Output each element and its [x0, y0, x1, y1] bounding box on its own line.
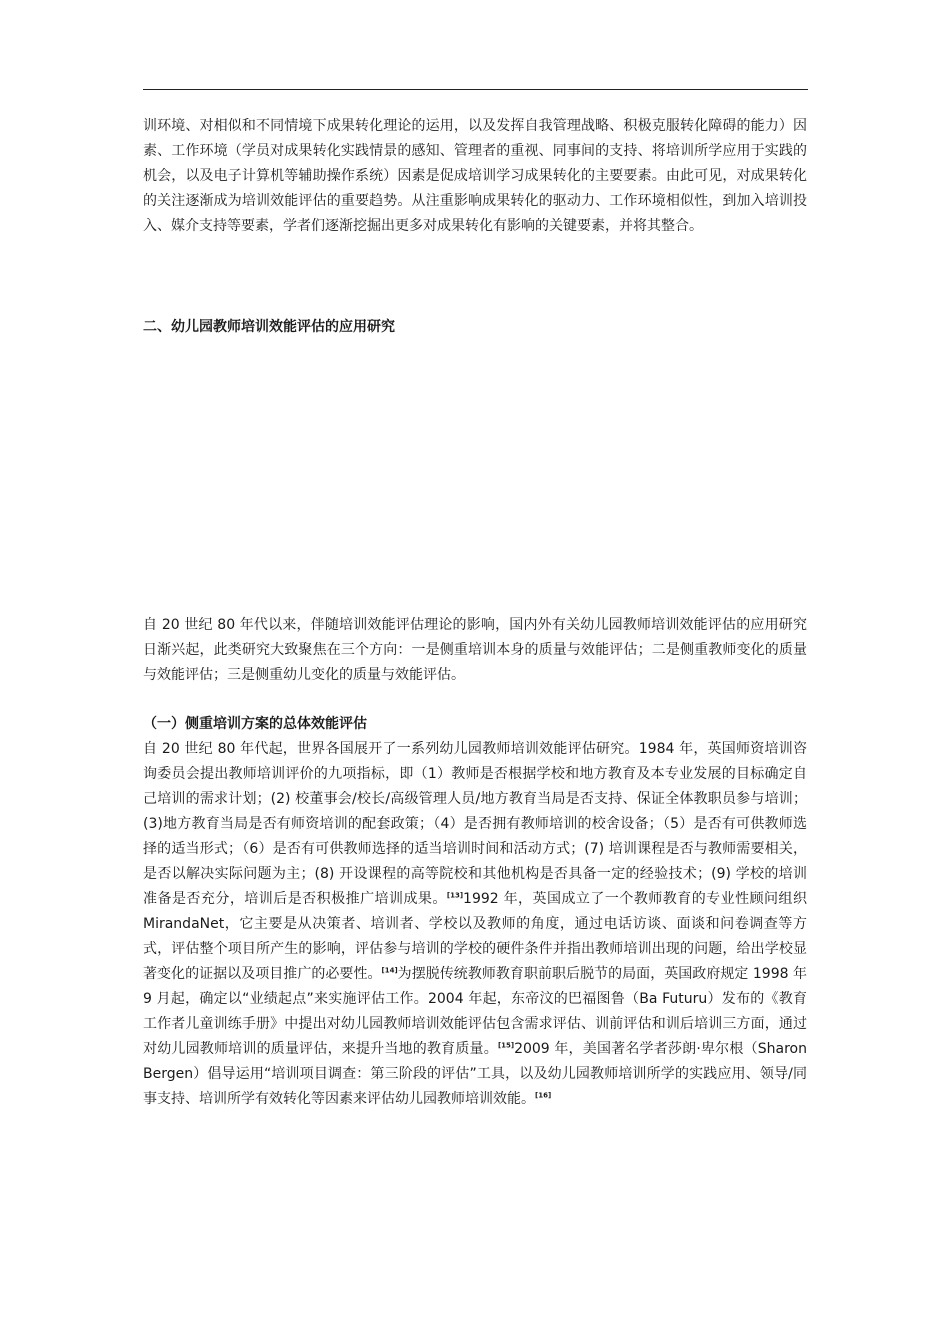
- header-rule: [143, 89, 808, 90]
- subsection-heading: （一）侧重培训方案的总体效能评估: [143, 716, 367, 732]
- citation-14[interactable]: [14]: [381, 966, 398, 975]
- text-segment: 2009 年，美国著名学者莎朗·卑尔根（Sharon Bergen）倡导运用“培训项目调查：第三阶段的评估”工具，以及幼儿园教师培训所学的实践应用、领导/同事支持、培训所学有效转化等因素来评估幼儿园教师培训效能。: [143, 1041, 807, 1107]
- citation-13[interactable]: [13]: [446, 891, 464, 900]
- citation-15[interactable]: [15]: [497, 1041, 515, 1050]
- text-segment: 1992 年，英国成立了一个教师教育的专业性顾问组织 MirandaNet，它主要是从决策者、培训者、学校以及教师的角度，通过电话访谈、面谈和问卷调查等方式，评估整个项目所产生的影响，评估参与培训的学校的硬件条件并指出教师培训出现的问题，给出学校显著变化的证据以及项目推广的必要性。: [143, 891, 807, 982]
- text-segment: 自 20 世纪 80 年代起，世界各国展开了一系列幼儿园教师培训效能评估研究。1984 年，英国师资培训咨询委员会提出教师培训评价的九项指标，即（1）教师是否根据学校和地方教育及本专业发展的目标确定自己培训的需求计划；(2) 校董事会/校长/高级管理人员/地方教育当局是否支持、保证全体教职员参与培训；(3)地方教育当局是否有师资培训的配套政策；（4）是否拥有教师培训的校舍设备；（5）是否有可供教师选择的适当形式；（6）是否有可供教师选择的适当培训时间和活动方式；(7) 培训课程是否与教师需要相关，是否以解决实际问题为主；(8) 开设课程的高等院校和其他机构是否具备一定的经验技术；(9) 学校的培训准备是否充分，培训后是否积极推广培训成果。: [143, 741, 807, 907]
- paragraph-overview: 自 20 世纪 80 年代以来，伴随培训效能评估理论的影响，国内外有关幼儿园教师培训效能评估的应用研究日渐兴起，此类研究大致聚焦在三个方向：一是侧重培训本身的质量与效能评估；二是侧重教师变化的质量与效能评估；三是侧重幼儿变化的质量与效能评估。: [143, 617, 807, 683]
- text-segment: 为摆脱传统教师教育职前职后脱节的局面，英国政府规定 1998 年 9 月起，确定以“业绩起点”来实施评估工作。2004 年起，东帝汶的巴福图鲁（Ba Futuru）发布的《教育工作者儿童训练手册》中提出对幼儿园教师培训效能评估包含需求评估、训前评估和训后培训三方面，通过对幼儿园教师培训的质量评估，来提升当地的教育质量。: [143, 966, 808, 1057]
- paragraph-intro: 训环境、对相似和不同情境下成果转化理论的运用，以及发挥自我管理战略、积极克服转化障碍的能力）因素、工作环境（学员对成果转化实践情景的感知、管理者的重视、同事间的支持、将培训所学应用于实践的机会，以及电子计算机等辅助操作系统）因素是促成培训学习成果转化的主要要素。由此可见，对成果转化的关注逐渐成为培训效能评估的重要趋势。从注重影响成果转化的驱动力、工作环境相似性，到加入培训投入、媒介支持等要素，学者们逐渐挖掘出更多对成果转化有影响的关键要素，并将其整合。: [143, 118, 807, 234]
- citation-16[interactable]: [16]: [535, 1091, 552, 1100]
- paragraph-training-evaluation: [143, 737, 807, 1112]
- section-heading: 二、幼儿园教师培训效能评估的应用研究: [143, 319, 395, 335]
